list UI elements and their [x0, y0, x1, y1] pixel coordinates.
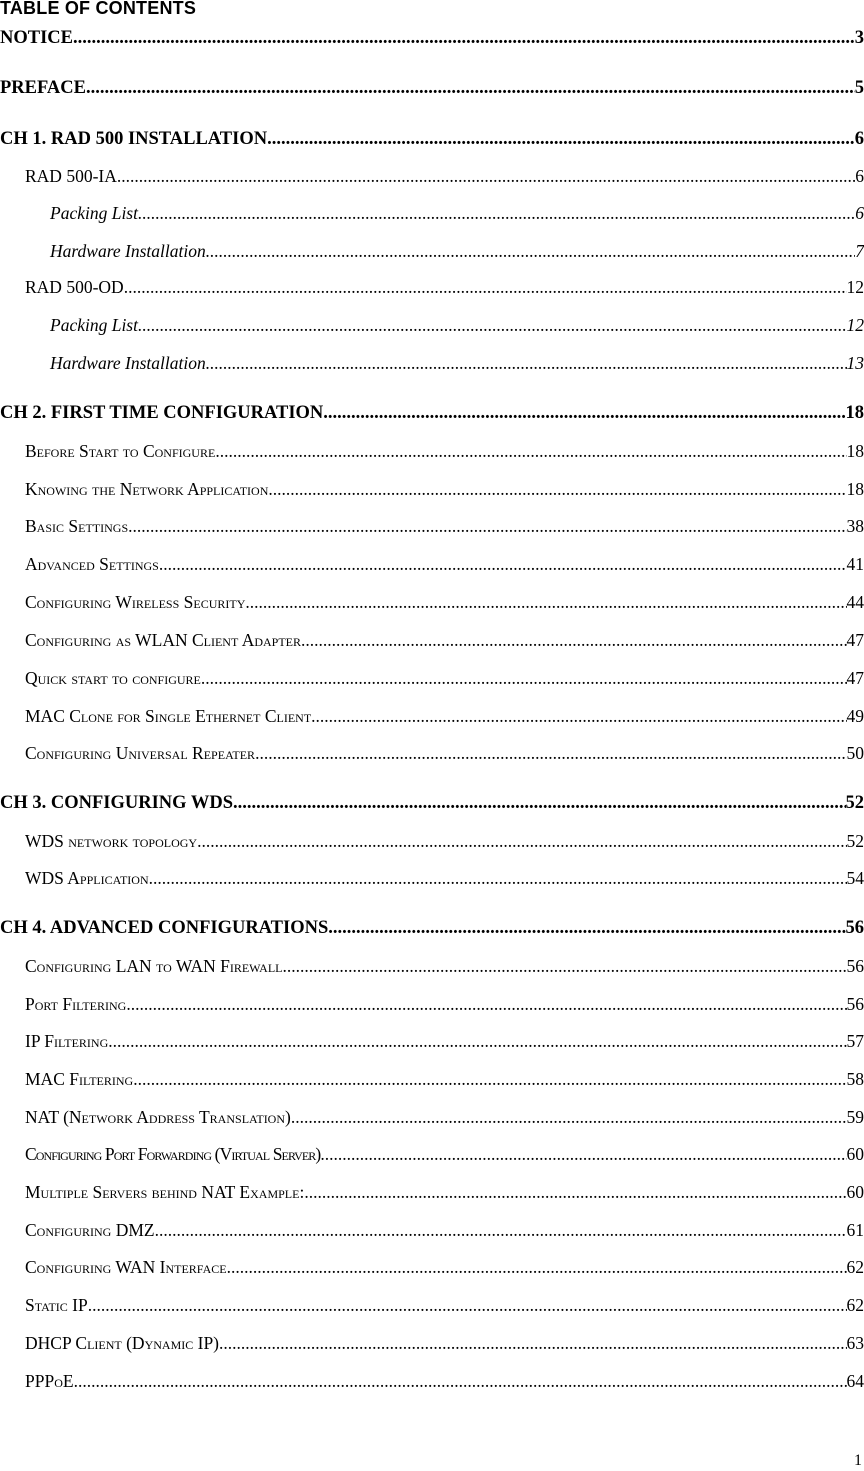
dot-leader — [197, 831, 846, 852]
toc-section-entry[interactable] — [25, 1107, 864, 1128]
entry-label: Advanced Settings — [25, 554, 159, 574]
entry-page-number: 62 — [846, 1257, 864, 1277]
entry-page-number: 44 — [846, 592, 864, 612]
toc-section-entry[interactable] — [25, 706, 864, 727]
dot-leader — [227, 1257, 847, 1278]
entry-label: Configuring Wireless Security — [25, 592, 246, 612]
entry-page-number: 54 — [846, 868, 864, 888]
entry-page-number: 18 — [845, 403, 864, 423]
toc-chapter-entry[interactable] — [0, 918, 864, 939]
entry-label: WDS Application — [25, 868, 149, 888]
dot-leader — [117, 166, 855, 187]
entry-label: NOTICE — [0, 28, 73, 48]
entry-label: Static IP — [25, 1295, 88, 1315]
toc-section-entry[interactable] — [25, 831, 864, 852]
dot-leader — [267, 129, 855, 150]
entry-page-number: 58 — [846, 1069, 864, 1089]
toc-section-entry[interactable] — [25, 1371, 864, 1392]
entry-page-number: 6 — [855, 166, 864, 186]
entry-page-number: 62 — [846, 1295, 864, 1315]
entry-page-number: 63 — [846, 1333, 864, 1353]
entry-page-number: 47 — [846, 668, 864, 688]
entry-page-number: 60 — [846, 1144, 864, 1164]
entry-page-number: 64 — [846, 1371, 864, 1391]
dot-leader — [268, 479, 846, 500]
toc-title: TABLE OF CONTENTS — [0, 0, 197, 18]
toc-subsection-entry[interactable] — [50, 203, 864, 224]
page-number: 1 — [854, 1452, 862, 1469]
entry-label: RAD 500-IA — [25, 166, 117, 186]
entry-label: Packing List — [50, 315, 138, 335]
entry-label: Hardware Installation — [50, 353, 206, 373]
toc-subsection-entry[interactable] — [50, 241, 864, 262]
toc-section-entry[interactable] — [25, 441, 864, 462]
entry-page-number: 60 — [846, 1182, 864, 1202]
entry-page-number: 38 — [846, 516, 864, 536]
dot-leader — [126, 994, 846, 1015]
entry-page-number: 61 — [846, 1220, 864, 1240]
entry-label: Basic Settings — [25, 516, 129, 536]
entry-label: Quick start to configure — [25, 668, 201, 688]
entry-page-number: 57 — [846, 1031, 864, 1051]
dot-leader — [328, 918, 845, 939]
dot-leader — [206, 353, 847, 374]
entry-label: Multiple Servers behind NAT Example: — [25, 1182, 305, 1202]
dot-leader — [323, 403, 845, 424]
toc-section-entry[interactable] — [25, 1144, 864, 1165]
entry-label: IP Filtering — [25, 1031, 109, 1051]
dot-leader — [233, 793, 846, 814]
dot-leader — [206, 241, 856, 262]
toc-section-entry[interactable] — [25, 277, 864, 298]
entry-label: CH 3. CONFIGURING WDS — [0, 793, 233, 813]
entry-label: Configuring LAN to WAN Firewall — [25, 956, 283, 976]
toc-section-entry[interactable] — [25, 1069, 864, 1090]
toc-subsection-entry[interactable] — [50, 315, 864, 336]
toc-chapter-entry[interactable] — [0, 129, 864, 150]
dot-leader — [86, 78, 855, 99]
toc-section-entry[interactable] — [25, 1333, 864, 1354]
toc-section-entry[interactable] — [25, 592, 864, 613]
toc-chapter-entry[interactable] — [0, 78, 864, 99]
toc-chapter-entry[interactable] — [0, 28, 864, 49]
dot-leader — [128, 516, 846, 537]
dot-leader — [138, 203, 855, 224]
toc-subsection-entry[interactable] — [50, 353, 864, 374]
entry-page-number: 6 — [855, 203, 864, 223]
entry-page-number: 12 — [846, 315, 864, 335]
toc-section-entry[interactable] — [25, 994, 864, 1015]
dot-leader — [74, 1371, 847, 1392]
entry-page-number: 3 — [854, 28, 864, 48]
entry-label: Configuring DMZ — [25, 1220, 155, 1240]
dot-leader — [283, 956, 847, 977]
dot-leader — [88, 1295, 847, 1316]
entry-page-number: 18 — [846, 441, 864, 461]
entry-page-number: 49 — [846, 706, 864, 726]
entry-page-number: 13 — [846, 353, 864, 373]
entry-label: Configuring as WLAN Client Adapter — [25, 630, 302, 650]
dot-leader — [124, 277, 847, 298]
dot-leader — [320, 1144, 846, 1165]
toc-section-entry[interactable] — [25, 1182, 864, 1203]
dot-leader — [201, 668, 847, 689]
entry-page-number: 50 — [846, 743, 864, 763]
entry-label: PPPoE — [25, 1371, 74, 1391]
dot-leader — [138, 315, 847, 336]
entry-page-number: 56 — [845, 918, 864, 938]
entry-label: CH 2. FIRST TIME CONFIGURATION — [0, 403, 324, 423]
toc-section-entry[interactable] — [25, 479, 864, 500]
dot-leader — [108, 1031, 846, 1052]
toc-section-entry[interactable] — [25, 1220, 864, 1241]
dot-leader — [133, 1069, 846, 1090]
dot-leader — [301, 630, 846, 651]
entry-label: Hardware Installation — [50, 241, 206, 261]
toc-chapter-entry[interactable] — [0, 403, 864, 424]
dot-leader — [219, 1333, 846, 1354]
entry-label: MAC Filtering — [25, 1069, 134, 1089]
toc-section-entry[interactable] — [25, 1031, 864, 1052]
toc-section-entry[interactable] — [25, 1257, 864, 1278]
dot-leader — [215, 441, 846, 462]
toc-section-entry[interactable] — [25, 743, 864, 764]
dot-leader — [291, 1107, 847, 1128]
entry-label: Port Filtering — [25, 994, 127, 1014]
entry-label: CH 4. ADVANCED CONFIGURATIONS — [0, 918, 329, 938]
dot-leader — [255, 743, 846, 764]
entry-label: Configuring Port Forwarding (Virtual Server) — [25, 1144, 321, 1164]
dot-leader — [155, 1220, 847, 1241]
entry-label: Configuring WAN Interface — [25, 1257, 227, 1277]
entry-page-number: 52 — [846, 831, 864, 851]
entry-label: Knowing the Network Application — [25, 479, 269, 499]
entry-page-number: 56 — [846, 956, 864, 976]
dot-leader — [304, 1182, 846, 1203]
dot-leader — [149, 868, 847, 889]
entry-label: Before Start to Configure — [25, 441, 216, 461]
entry-label: MAC Clone for Single Ethernet Client — [25, 706, 312, 726]
dot-leader — [159, 554, 847, 575]
toc-section-entry[interactable] — [25, 630, 864, 651]
entry-page-number: 52 — [845, 793, 864, 813]
entry-label: PREFACE — [0, 78, 86, 98]
entry-page-number: 56 — [846, 994, 864, 1014]
entry-page-number: 41 — [846, 554, 864, 574]
toc-section-entry[interactable] — [25, 956, 864, 977]
toc-section-entry[interactable] — [25, 1295, 864, 1316]
entry-page-number: 12 — [846, 277, 864, 297]
entry-label: NAT (Network Address Translation) — [25, 1107, 291, 1127]
toc-section-entry[interactable] — [25, 166, 864, 187]
toc-section-entry[interactable] — [25, 516, 864, 537]
entry-page-number: 6 — [854, 129, 864, 149]
entry-page-number: 47 — [846, 630, 864, 650]
dot-leader — [73, 28, 855, 49]
entry-page-number: 7 — [855, 241, 864, 261]
toc-section-entry[interactable] — [25, 668, 864, 689]
entry-page-number: 5 — [854, 78, 864, 98]
entry-label: WDS network topology — [25, 831, 198, 851]
toc-chapter-entry[interactable] — [0, 793, 864, 814]
entry-page-number: 59 — [846, 1107, 864, 1127]
entry-page-number: 18 — [846, 479, 864, 499]
entry-label: Packing List — [50, 203, 138, 223]
dot-leader — [245, 592, 846, 613]
entry-label: RAD 500-OD — [25, 277, 124, 297]
entry-label: DHCP Client (Dynamic IP) — [25, 1333, 220, 1353]
toc-section-entry[interactable] — [25, 554, 864, 575]
entry-label: CH 1. RAD 500 INSTALLATION — [0, 129, 268, 149]
dot-leader — [311, 706, 846, 727]
entry-label: Configuring Universal Repeater — [25, 743, 256, 763]
toc-section-entry[interactable] — [25, 868, 864, 889]
